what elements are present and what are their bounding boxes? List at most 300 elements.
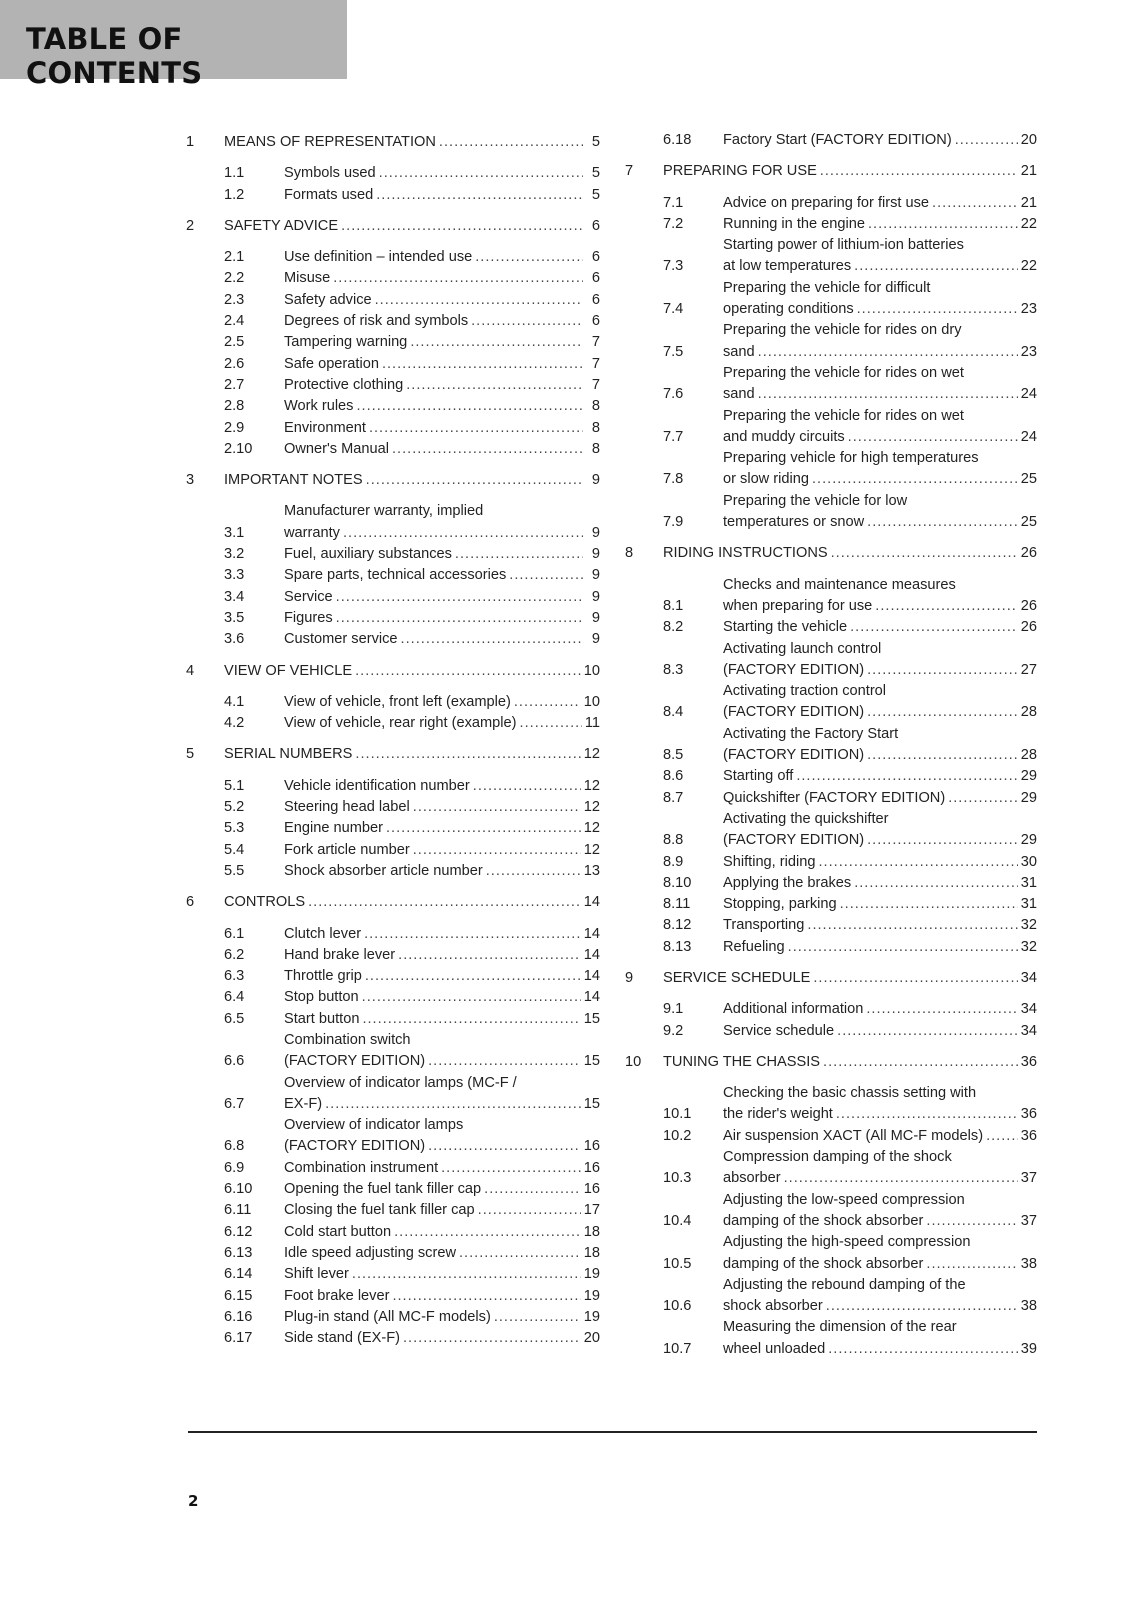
toc-section-entry[interactable] <box>625 1126 1037 1147</box>
toc-entry-title <box>284 587 586 608</box>
toc-entry-page: 25 <box>1020 471 1037 488</box>
dot-leader <box>813 968 1017 989</box>
toc-entry-number: 5.2 <box>224 799 245 816</box>
toc-entry-page: 28 <box>1020 704 1037 721</box>
toc-entry-page: 36 <box>1020 1053 1037 1070</box>
toc-entry-number: 10.2 <box>663 1127 692 1144</box>
toc-entry-title <box>224 470 586 491</box>
dot-leader <box>836 1104 1018 1125</box>
toc-entry-title-line: Closing the fuel tank filler cap <box>284 1202 475 1219</box>
toc-entry-page: 18 <box>583 1244 600 1261</box>
toc-entry-title <box>663 968 1021 989</box>
toc-section-entry[interactable] <box>625 575 1037 618</box>
dot-leader <box>478 1200 581 1221</box>
dot-leader <box>758 384 1018 405</box>
toc-entry-title <box>284 185 586 206</box>
toc-entry-title-line: Engine number <box>284 820 383 837</box>
toc-entry-title-line: Work rules <box>284 398 354 415</box>
dot-leader <box>867 830 1018 851</box>
toc-entry-number: 1.2 <box>224 186 245 203</box>
toc-entry-title <box>284 1179 584 1200</box>
toc-entry-number: 8.6 <box>663 768 684 785</box>
toc-section-entry[interactable] <box>625 724 1037 767</box>
toc-entry-title-line: Misuse <box>284 270 331 287</box>
toc-entry-number: 1 <box>186 134 195 150</box>
toc-entry-title-line: Shock absorber article number <box>284 862 483 879</box>
toc-entry-title-line: Preparing the vehicle for low <box>723 492 908 509</box>
toc-section-entry[interactable] <box>625 1021 1037 1042</box>
toc-entry-number: 7.6 <box>663 386 684 403</box>
toc-entry-title <box>284 987 584 1008</box>
toc-entry-title-line: MEANS OF REPRESENTATION <box>224 134 436 150</box>
toc-section-entry[interactable] <box>186 1200 600 1221</box>
toc-entry-number: 6 <box>186 894 195 911</box>
toc-entry-title <box>723 1275 1021 1318</box>
toc-section-entry[interactable] <box>625 894 1037 915</box>
toc-entry-page: 14 <box>583 946 600 963</box>
toc-entry-page: 29 <box>1020 832 1037 849</box>
toc-section-entry[interactable] <box>186 1222 600 1243</box>
dot-leader <box>758 342 1018 363</box>
toc-chapter-entry[interactable] <box>625 1052 1037 1073</box>
toc-section-entry[interactable] <box>625 363 1037 406</box>
toc-section-entry[interactable] <box>186 1286 600 1307</box>
toc-entry-number: 3.1 <box>224 524 245 541</box>
toc-entry-page: 21 <box>1020 163 1037 180</box>
toc-section-entry[interactable] <box>625 1317 1037 1360</box>
toc-entry-title-line: Activating launch control <box>723 640 882 657</box>
toc-entry-title <box>284 290 586 311</box>
dot-leader <box>818 852 1017 873</box>
toc-section-entry[interactable] <box>625 406 1037 449</box>
toc-section-entry[interactable] <box>625 448 1037 491</box>
toc-entry-number: 8.8 <box>663 832 684 849</box>
toc-section-entry[interactable] <box>186 629 600 650</box>
toc-entry-number: 7 <box>625 163 634 180</box>
toc-chapter-entry[interactable] <box>186 744 600 765</box>
toc-entry-title <box>284 1158 584 1179</box>
toc-section-entry[interactable] <box>625 1147 1037 1190</box>
toc-entry-title-line: Service schedule <box>723 1022 835 1039</box>
toc-entry-title-line: Use definition – intended use <box>284 249 473 266</box>
toc-section-entry[interactable] <box>186 987 600 1008</box>
dot-leader <box>866 999 1017 1020</box>
toc-entry-page: 12 <box>583 841 600 858</box>
toc-entry-title-line: operating conditions <box>723 301 854 318</box>
dot-leader <box>854 873 1018 894</box>
toc-entry-title <box>224 892 584 913</box>
footer-divider <box>188 1431 1037 1433</box>
toc-entry-title-line: Running in the engine <box>723 215 865 232</box>
toc-entry-title-line: (FACTORY EDITION) <box>723 832 865 849</box>
toc-entry-title <box>723 1083 1021 1126</box>
toc-entry-title-line: Degrees of risk and symbols <box>284 313 469 330</box>
toc-entry-page: 12 <box>583 799 600 816</box>
toc-entry-title-line: Transporting <box>723 917 805 934</box>
toc-entry-title <box>284 375 586 396</box>
toc-section-entry[interactable] <box>186 163 600 184</box>
toc-entry-title-line: or slow riding <box>723 471 809 488</box>
toc-entry-title <box>723 1317 1021 1360</box>
toc-section-entry[interactable] <box>186 1115 600 1158</box>
dot-leader <box>486 861 581 882</box>
toc-section-entry[interactable] <box>186 1158 600 1179</box>
toc-section-entry[interactable] <box>186 818 600 839</box>
toc-section-entry[interactable] <box>625 617 1037 638</box>
toc-entry-page: 36 <box>1020 1127 1037 1144</box>
toc-entry-title-line: Spare parts, technical accessories <box>284 567 507 584</box>
toc-entry-number: 5.3 <box>224 820 245 837</box>
toc-section-entry[interactable] <box>186 587 600 608</box>
toc-entry-page: 6 <box>591 249 600 266</box>
toc-entry-title <box>284 713 585 734</box>
toc-section-entry[interactable] <box>186 418 600 439</box>
toc-entry-title-line: Activating traction control <box>723 683 887 700</box>
toc-entry-title <box>284 840 584 861</box>
toc-entry-title-line: Preparing the vehicle for rides on wet <box>723 364 964 381</box>
toc-section-entry[interactable] <box>186 439 600 460</box>
toc-entry-title-line: VIEW OF VEHICLE <box>224 662 353 679</box>
toc-entry-page: 34 <box>1020 1001 1037 1018</box>
toc-entry-page: 9 <box>591 524 600 541</box>
toc-entry-title-line: Symbols used <box>284 165 376 182</box>
toc-entry-title <box>284 1307 584 1328</box>
toc-entry-title-line: Measuring the dimension of the rear <box>723 1319 957 1336</box>
toc-entry-number: 10.6 <box>663 1298 692 1315</box>
dot-leader <box>428 1136 581 1157</box>
toc-entry-page: 26 <box>1020 619 1037 636</box>
toc-entry-title-line: Checking the basic chassis setting with <box>723 1085 977 1102</box>
toc-entry-page: 37 <box>1020 1170 1037 1187</box>
toc-section-entry[interactable] <box>186 375 600 396</box>
toc-entry-title-line: Tampering warning <box>284 334 408 351</box>
toc-entry-title <box>723 873 1021 894</box>
toc-entry-title-line: Refueling <box>723 938 785 955</box>
toc-entry-number: 6.8 <box>224 1138 245 1155</box>
toc-entry-number: 8.4 <box>663 704 684 721</box>
toc-entry-page: 39 <box>1020 1340 1037 1357</box>
toc-entry-number: 5.1 <box>224 777 245 794</box>
toc-entry-page: 15 <box>583 1010 600 1027</box>
toc-entry-page: 32 <box>1020 917 1037 934</box>
toc-section-entry[interactable] <box>625 278 1037 321</box>
toc-entry-number: 6.14 <box>224 1266 253 1283</box>
toc-entry-page: 14 <box>583 925 600 942</box>
toc-section-entry[interactable] <box>186 1073 600 1116</box>
toc-section-entry[interactable] <box>186 501 600 544</box>
toc-entry-number: 6.17 <box>224 1330 253 1347</box>
toc-entry-number: 6.1 <box>224 925 245 942</box>
toc-entry-title-line: SAFETY ADVICE <box>224 217 339 234</box>
toc-entry-title <box>284 354 586 375</box>
toc-chapter-entry[interactable] <box>186 892 600 913</box>
toc-section-entry[interactable] <box>186 1307 600 1328</box>
toc-entry-title-line: Idle speed adjusting screw <box>284 1244 456 1261</box>
toc-entry-number: 7.5 <box>663 343 684 360</box>
dot-leader <box>386 818 581 839</box>
toc-entry-number: 1.1 <box>224 165 245 182</box>
dot-leader <box>398 945 581 966</box>
toc-entry-page: 14 <box>583 894 600 911</box>
toc-chapter-entry[interactable] <box>186 132 600 153</box>
dot-leader <box>848 427 1018 448</box>
toc-entry-number: 8.1 <box>663 597 684 614</box>
toc-entry-title <box>284 247 586 268</box>
toc-entry-number: 2.3 <box>224 291 245 308</box>
toc-section-entry[interactable] <box>186 1030 600 1073</box>
toc-entry-title-line: (FACTORY EDITION) <box>723 661 865 678</box>
dot-leader <box>428 1051 581 1072</box>
toc-entry-page: 22 <box>1020 258 1037 275</box>
toc-entry-page: 29 <box>1020 768 1037 785</box>
toc-section-entry[interactable] <box>625 852 1037 873</box>
toc-entry-number: 9.2 <box>663 1022 684 1039</box>
toc-entry-page: 23 <box>1020 301 1037 318</box>
toc-entry-title <box>284 1264 584 1285</box>
dot-leader <box>857 299 1018 320</box>
toc-section-entry[interactable] <box>186 247 600 268</box>
toc-section-entry[interactable] <box>625 235 1037 278</box>
toc-section-entry[interactable] <box>625 915 1037 936</box>
toc-entry-page: 5 <box>591 134 600 150</box>
toc-entry-page: 16 <box>583 1159 600 1176</box>
toc-entry-number: 8.13 <box>663 938 692 955</box>
toc-section-entry[interactable] <box>186 544 600 565</box>
toc-section-entry[interactable] <box>186 332 600 353</box>
toc-entry-page: 30 <box>1020 853 1037 870</box>
toc-section-entry[interactable] <box>186 1179 600 1200</box>
toc-section-entry[interactable] <box>625 1083 1037 1126</box>
toc-entry-page: 19 <box>583 1287 600 1304</box>
toc-entry-title <box>284 311 586 332</box>
toc-entry-title-line: Cold start button <box>284 1223 392 1240</box>
toc-section-entry[interactable] <box>625 1232 1037 1275</box>
toc-entry-title <box>723 1232 1021 1275</box>
toc-section-entry[interactable] <box>186 692 600 713</box>
toc-section-entry[interactable] <box>625 214 1037 235</box>
toc-section-entry[interactable] <box>186 1328 600 1349</box>
toc-chapter-entry[interactable] <box>625 968 1037 989</box>
toc-entry-title <box>723 363 1021 406</box>
toc-section-entry[interactable] <box>186 861 600 882</box>
toc-entry-number: 6.6 <box>224 1053 245 1070</box>
toc-section-entry[interactable] <box>186 966 600 987</box>
toc-entry-title <box>224 216 586 237</box>
toc-entry-title-line: SERIAL NUMBERS <box>224 746 353 763</box>
toc-section-entry[interactable] <box>186 840 600 861</box>
toc-entry-number: 2.7 <box>224 376 245 393</box>
toc-entry-page: 34 <box>1020 969 1037 986</box>
toc-entry-title <box>723 130 1021 151</box>
toc-entry-page: 7 <box>591 376 600 393</box>
toc-section-entry[interactable] <box>186 396 600 417</box>
dot-leader <box>379 163 583 184</box>
toc-entry-page: 26 <box>1020 545 1037 562</box>
toc-entry-number: 2.6 <box>224 355 245 372</box>
toc-entry-page: 22 <box>1020 215 1037 232</box>
dot-leader <box>333 268 583 289</box>
toc-entry-number: 7.1 <box>663 194 684 211</box>
toc-section-entry[interactable] <box>625 681 1037 724</box>
toc-entry-title-line: Hand brake lever <box>284 946 396 963</box>
toc-left-column <box>186 130 600 1349</box>
toc-section-entry[interactable] <box>625 193 1037 214</box>
toc-entry-number: 3.3 <box>224 567 245 584</box>
toc-entry-title <box>284 818 584 839</box>
toc-right-column <box>625 130 1037 1360</box>
toc-section-entry[interactable] <box>186 1264 600 1285</box>
toc-entry-title-line: Protective clothing <box>284 376 404 393</box>
toc-entry-page: 24 <box>1020 428 1037 445</box>
dot-leader <box>341 216 583 237</box>
toc-entry-number: 9.1 <box>663 1001 684 1018</box>
toc-entry-title <box>224 132 586 153</box>
toc-entry-page: 8 <box>591 419 600 436</box>
dot-leader <box>366 470 583 491</box>
toc-entry-title <box>723 1190 1021 1233</box>
toc-entry-page: 14 <box>583 989 600 1006</box>
toc-entry-number: 7.7 <box>663 428 684 445</box>
toc-section-entry[interactable] <box>625 766 1037 787</box>
toc-entry-title-line: View of vehicle, front left (example) <box>284 693 511 710</box>
toc-entry-number: 2.9 <box>224 419 245 436</box>
toc-section-entry[interactable] <box>186 924 600 945</box>
dot-leader <box>355 661 581 682</box>
toc-entry-title <box>284 439 586 460</box>
toc-entry-title-line: Service <box>284 588 333 605</box>
toc-entry-title-line: Safety advice <box>284 291 372 308</box>
toc-entry-number: 10.1 <box>663 1106 692 1123</box>
toc-entry-title <box>284 1222 584 1243</box>
toc-section-entry[interactable] <box>186 797 600 818</box>
toc-entry-page: 19 <box>583 1308 600 1325</box>
toc-entry-number: 4 <box>186 662 195 679</box>
toc-entry-page: 20 <box>1020 132 1037 148</box>
toc-entry-title-line: Air suspension XACT (All MC-F models) <box>723 1127 984 1144</box>
toc-section-entry[interactable] <box>625 320 1037 363</box>
dot-leader <box>308 892 581 913</box>
toc-section-entry[interactable] <box>186 1243 600 1264</box>
toc-entry-title <box>284 924 584 945</box>
dot-leader <box>812 469 1018 490</box>
toc-entry-number: 8.10 <box>663 874 692 891</box>
toc-entry-title-line: Checks and maintenance measures <box>723 576 956 593</box>
toc-entry-title-line: Stop button <box>284 989 359 1006</box>
toc-entry-number: 2.10 <box>224 440 253 457</box>
toc-entry-title-line: Combination instrument <box>284 1159 439 1176</box>
toc-entry-number: 10.3 <box>663 1170 692 1187</box>
toc-entry-title-line: sand <box>723 343 755 360</box>
toc-chapter-entry[interactable] <box>186 216 600 237</box>
toc-section-entry[interactable] <box>186 608 600 629</box>
dot-leader <box>365 966 581 987</box>
toc-section-entry[interactable] <box>625 999 1037 1020</box>
toc-entry-title-line: TUNING THE CHASSIS <box>663 1053 821 1070</box>
toc-entry-number: 8.2 <box>663 619 684 636</box>
toc-entry-title-line: Starting off <box>723 768 794 785</box>
toc-entry-title <box>723 278 1021 321</box>
toc-chapter-entry[interactable] <box>186 470 600 491</box>
header-banner <box>0 0 347 90</box>
toc-entry-title-line: Environment <box>284 419 366 436</box>
toc-entry-number: 3.4 <box>224 588 245 605</box>
page-title: TABLE OF CONTENTS <box>26 22 203 90</box>
toc-entry-number: 5.5 <box>224 862 245 879</box>
dot-leader <box>509 565 583 586</box>
toc-section-entry[interactable] <box>186 1009 600 1030</box>
toc-entry-title-line: Foot brake lever <box>284 1287 390 1304</box>
toc-entry-page: 12 <box>583 820 600 837</box>
toc-entry-title-line: RIDING INSTRUCTIONS <box>663 545 828 562</box>
toc-entry-number: 7.3 <box>663 258 684 275</box>
toc-entry-title-line: Overview of indicator lamps <box>284 1117 464 1134</box>
toc-section-entry[interactable] <box>186 354 600 375</box>
toc-section-entry[interactable] <box>625 639 1037 682</box>
toc-entry-title <box>723 999 1021 1020</box>
toc-entry-title <box>284 268 586 289</box>
dot-leader <box>394 1222 581 1243</box>
toc-entry-title <box>284 544 586 565</box>
toc-entry-title-line: Stopping, parking <box>723 896 837 913</box>
toc-section-entry[interactable] <box>625 491 1037 534</box>
toc-section-entry[interactable] <box>625 809 1037 852</box>
toc-entry-title <box>723 937 1021 958</box>
toc-entry-page: 8 <box>591 440 600 457</box>
toc-entry-title-line: Preparing the vehicle for difficult <box>723 279 931 296</box>
toc-section-entry[interactable] <box>186 565 600 586</box>
toc-section-entry[interactable] <box>625 788 1037 809</box>
dot-leader <box>820 161 1018 182</box>
toc-entry-title <box>723 320 1021 363</box>
toc-chapter-entry[interactable] <box>625 161 1037 182</box>
toc-section-entry[interactable] <box>186 945 600 966</box>
toc-entry-page: 38 <box>1020 1255 1037 1272</box>
dot-leader <box>336 608 583 629</box>
toc-section-entry[interactable] <box>186 311 600 332</box>
toc-entry-page: 23 <box>1020 343 1037 360</box>
toc-entry-number: 8.7 <box>663 789 684 806</box>
toc-entry-number: 6.3 <box>224 968 245 985</box>
toc-entry-title-line: Plug-in stand (All MC-F models) <box>284 1308 491 1325</box>
dot-leader <box>875 596 1017 617</box>
toc-section-entry[interactable] <box>625 1190 1037 1233</box>
dot-leader <box>840 894 1018 915</box>
toc-chapter-entry[interactable] <box>625 543 1037 564</box>
toc-section-entry[interactable] <box>625 1275 1037 1318</box>
dot-leader <box>413 840 581 861</box>
toc-entry-title <box>723 617 1021 638</box>
toc-section-entry[interactable] <box>625 937 1037 958</box>
dot-leader <box>514 692 581 713</box>
toc-entry-title-line: Factory Start (FACTORY EDITION) <box>723 132 952 148</box>
toc-entry-title-line: Adjusting the low-speed compression <box>723 1191 965 1208</box>
toc-chapter-entry[interactable] <box>186 661 600 682</box>
toc-entry-page: 10 <box>583 693 600 710</box>
toc-section-entry[interactable] <box>186 776 600 797</box>
toc-section-entry[interactable] <box>625 130 1037 151</box>
toc-entry-title <box>284 1009 584 1030</box>
toc-entry-number: 5 <box>186 746 195 763</box>
toc-section-entry[interactable] <box>625 873 1037 894</box>
toc-section-entry[interactable] <box>186 268 600 289</box>
toc-entry-title <box>284 1115 584 1158</box>
toc-entry-title <box>723 852 1021 873</box>
toc-entry-title-line: EX-F) <box>284 1095 323 1112</box>
toc-section-entry[interactable] <box>186 290 600 311</box>
toc-section-entry[interactable] <box>186 185 600 206</box>
toc-section-entry[interactable] <box>186 713 600 734</box>
toc-entry-page: 34 <box>1020 1022 1037 1039</box>
